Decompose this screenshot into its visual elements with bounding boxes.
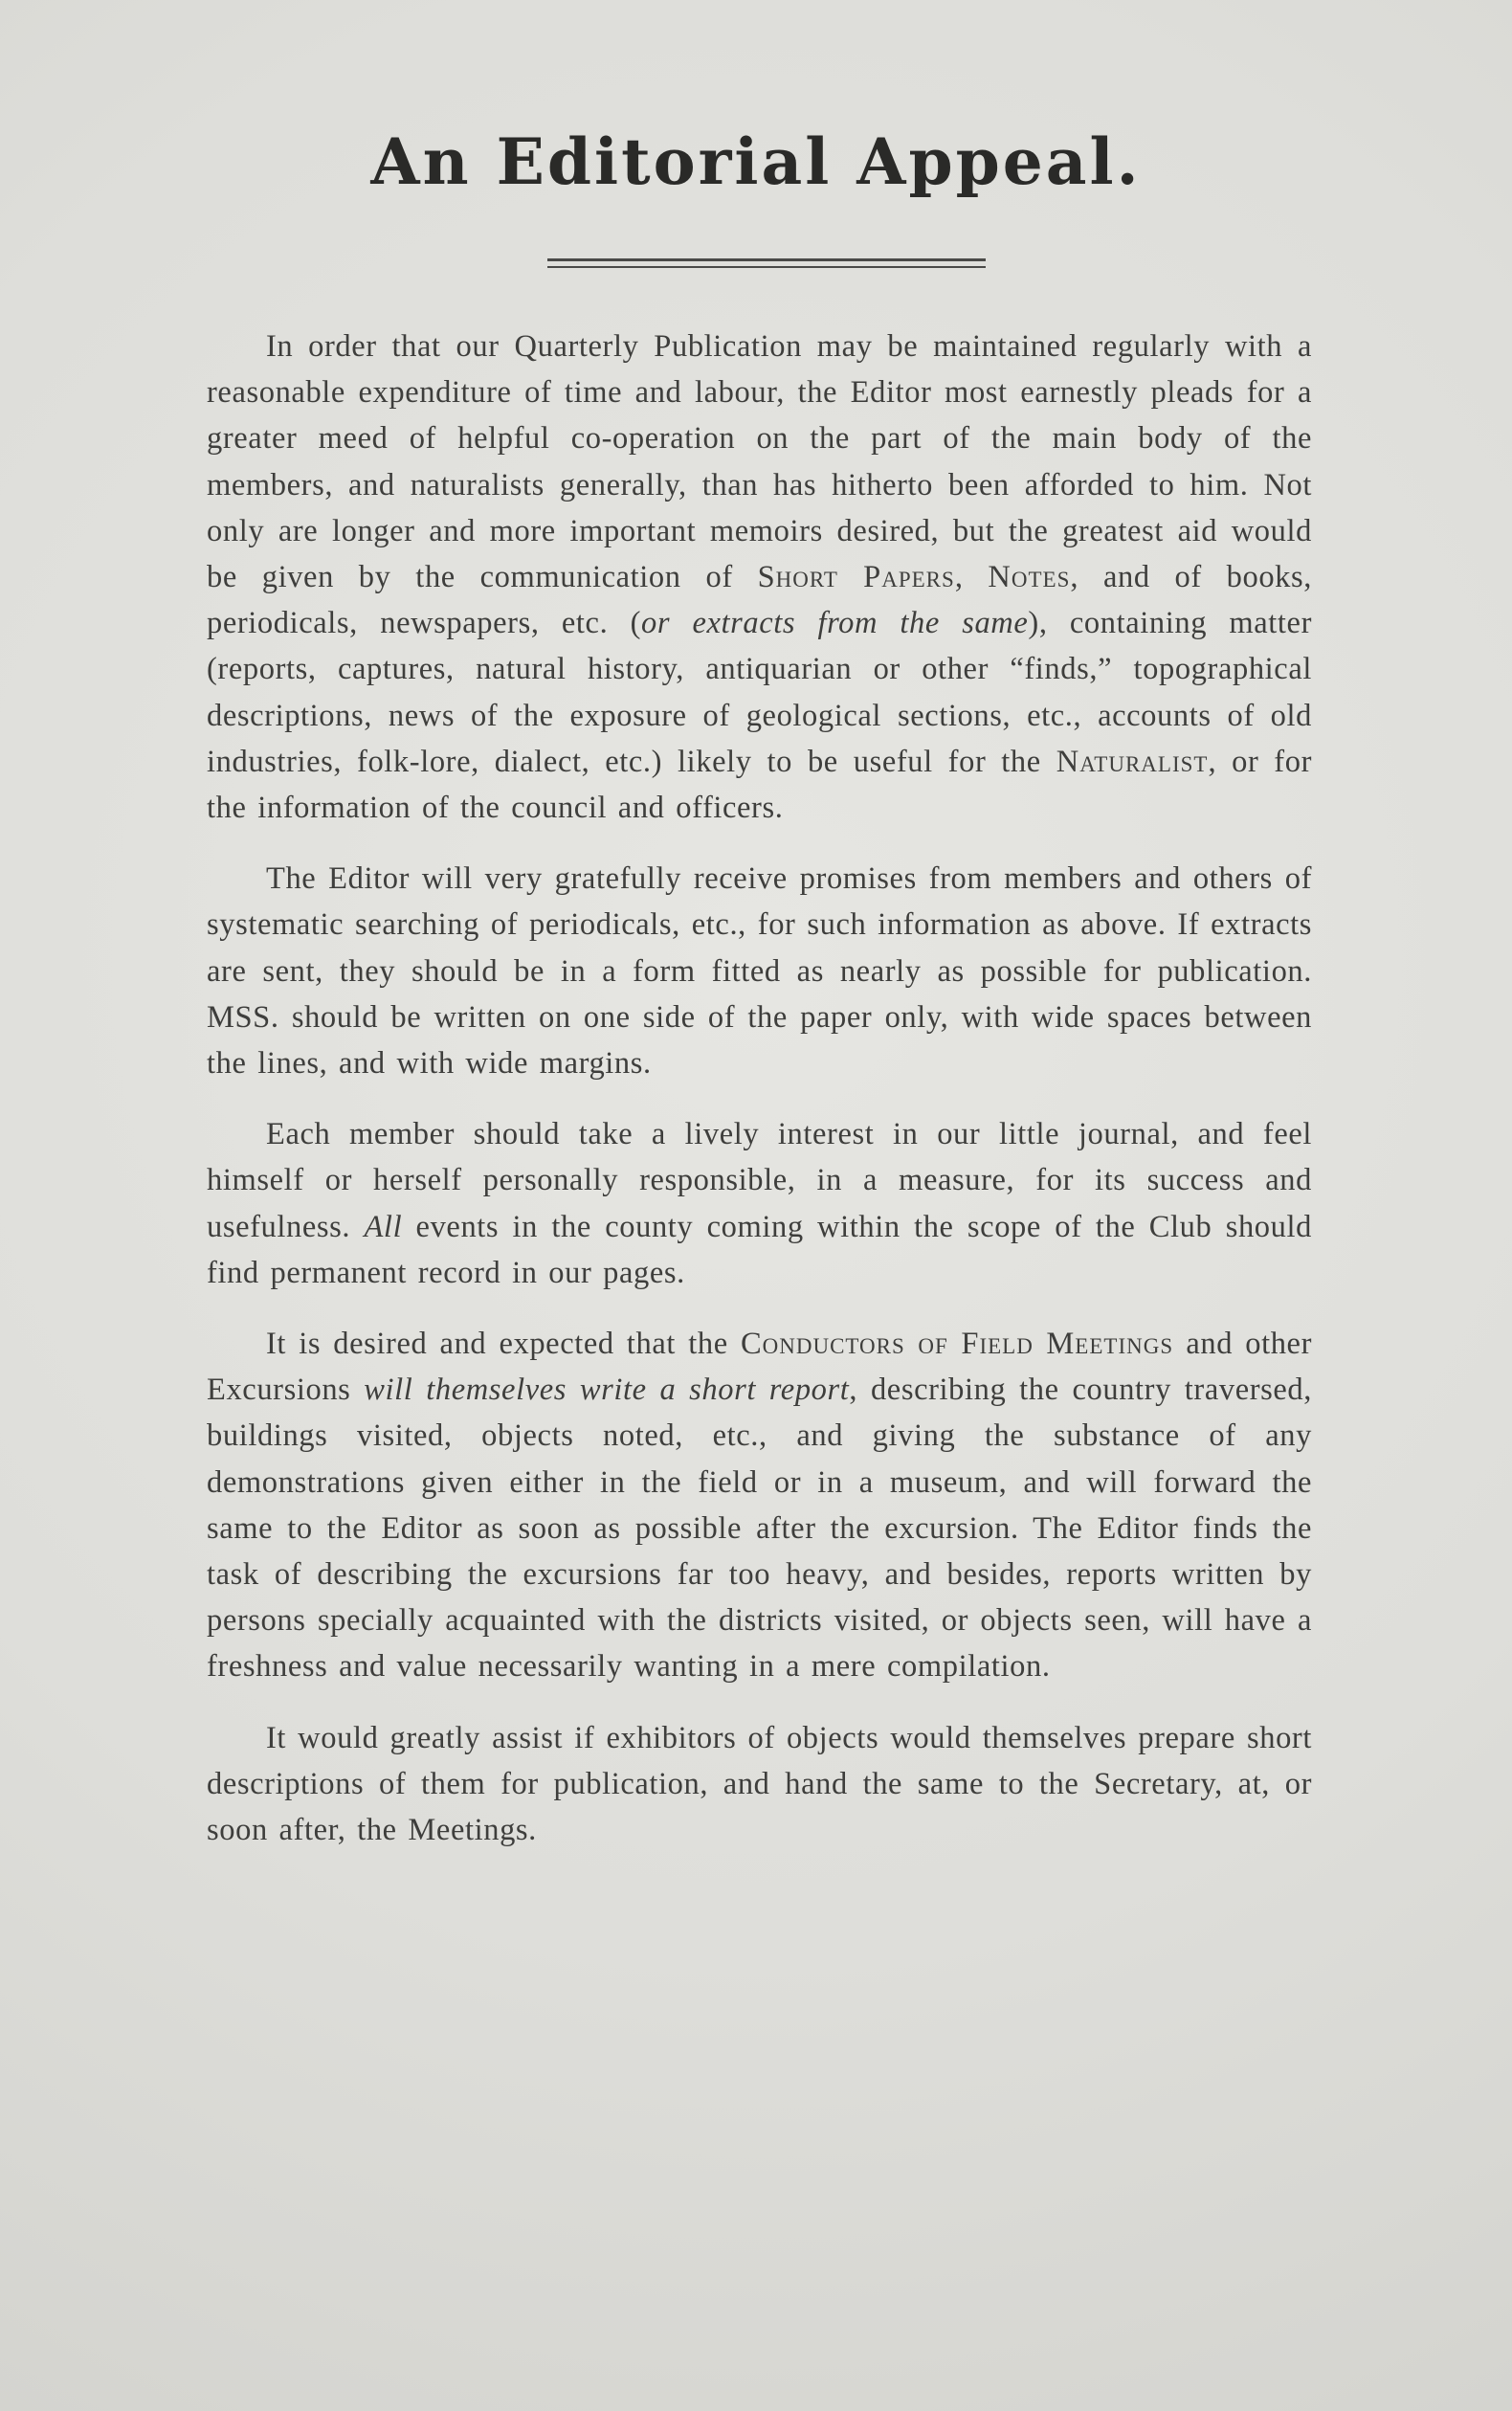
paragraph-4-text-a: It is desired and expected that the	[266, 1327, 741, 1362]
paragraph-3-text-a: Each member should take a lively interest in our little journal, and feel himself or herself personally responsible, in a measure, for its success and usefulness.	[207, 1117, 1312, 1244]
short-papers-term: Short Papers	[757, 560, 955, 595]
paragraph-4-text-c: , describing the country traversed, buildings visited, objects noted, etc., and giving the substance of any demonstrations given either in the field or in a museum, and will forward the same to the Editor as soon as possible after the excursion. The Editor finds the task of describing the excursions far too heavy, and besides, reports written by persons specially acquainted with the districts visited, or objects seen, will have a freshness and value necessarily wanting in a mere compilation.	[207, 1373, 1312, 1685]
write-report-phrase: will themselves write a short report	[364, 1373, 850, 1408]
paragraph-3-text-b: events in the county coming within the scope of the Club should find permanent record in our pages.	[207, 1209, 1312, 1290]
naturalist-term: Naturalist	[1056, 744, 1209, 779]
extracts-phrase: or extracts from the same	[641, 606, 1029, 641]
paragraph-1-text-a: In order that our Quarterly Publication may be maintained regularly with a reasonable expenditure of time and labour, the Editor most earnestly pleads for a greater meed of helpful co-operation on the part of the main body of the members, and naturalists generally, than has hitherto been afforded to him. Not only are longer and more important memoirs desired, but the greatest aid would be given by the communication of	[207, 329, 1312, 595]
paragraph-4-text-b: and other Excursions	[207, 1327, 1313, 1408]
paragraph-1-text-d: , or for the information of the council and officers.	[207, 744, 1312, 826]
title-double-rule	[547, 258, 986, 268]
paragraph-1-text-b: , and of books, periodicals, newspapers, etc. (	[207, 560, 1312, 641]
paragraph-1-text-c: ), containing matter (reports, captures, natural history, antiquarian or other “finds,” topographical descriptions, news of the exposure of geological sections, etc., accounts of old industries, folk-lore, dialect, etc.) likely to be useful for the	[207, 606, 1312, 779]
paragraph-5: It would greatly assist if exhibitors of objects would themselves prepare short descriptions of them for publication, and hand the same to the Secretary, at, or soon after, the Meetings.	[207, 1720, 1312, 1848]
paragraph-1	[207, 324, 1312, 831]
notes-term: Notes	[988, 560, 1071, 595]
paragraph-4	[207, 1321, 1312, 1690]
paragraph-3	[207, 1111, 1312, 1296]
paragraph-2: The Editor will very gratefully receive promises from members and others of systematic searching of periodicals, etc., for such information as above. If extracts are sent, they should be in a form fitted as nearly as possible for publication. MSS. should be written on one side of the paper only, with wide spaces between the lines, and with wide margins.	[207, 861, 1312, 1082]
page-title: An Editorial Appeal.	[370, 124, 1142, 199]
document-body	[207, 324, 1312, 1878]
paragraph-1-comma: ,	[954, 560, 989, 595]
conductors-term: Conductors of Field Meetings	[740, 1327, 1174, 1362]
all-emphasis: All	[364, 1209, 403, 1244]
